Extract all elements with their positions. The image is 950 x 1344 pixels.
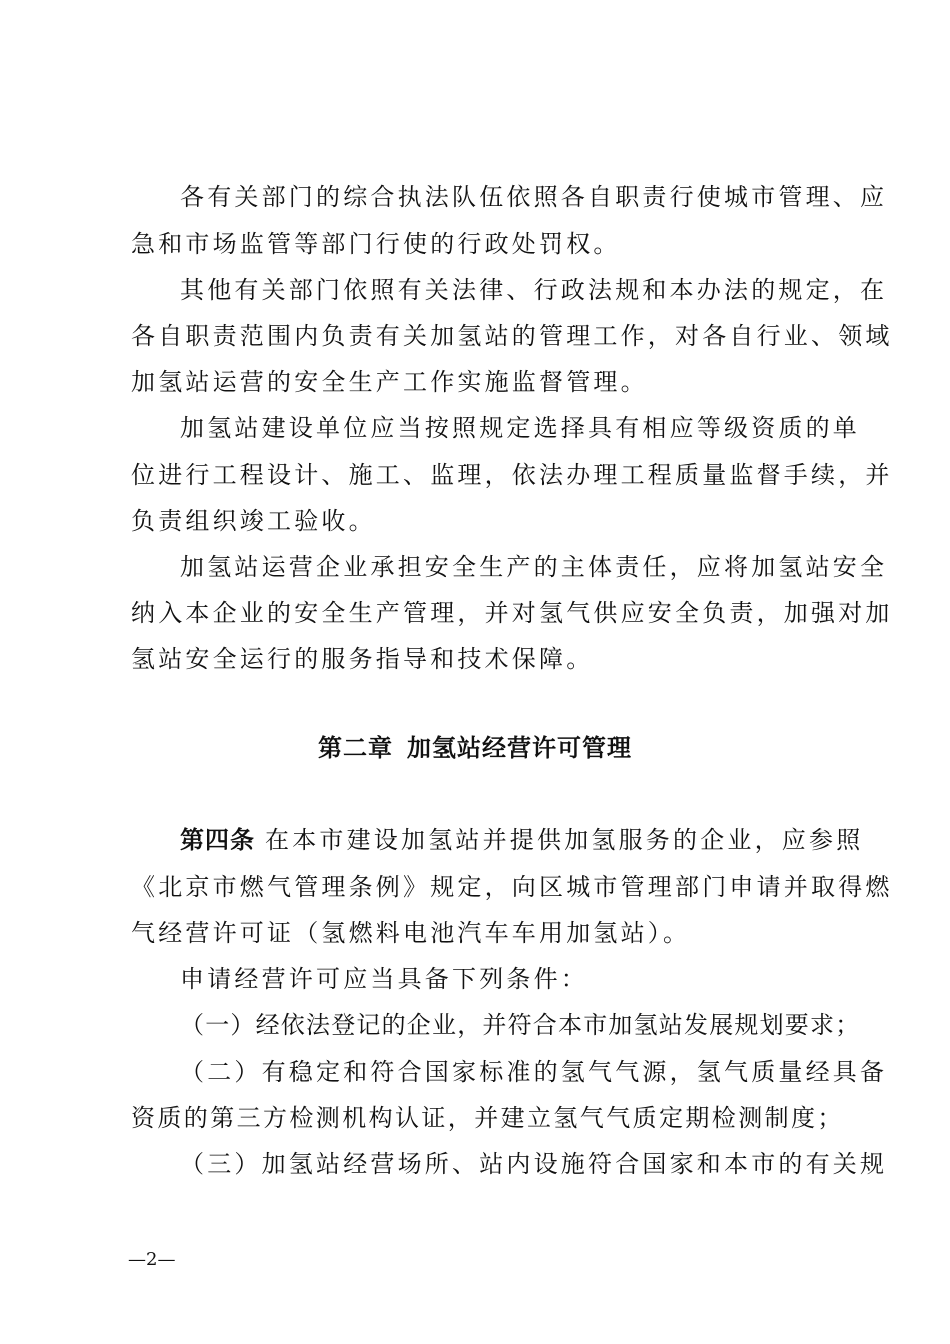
paragraph-line: 负责组织竣工验收。 [131,507,376,535]
chapter-title: 加氢站经营许可管理 [407,734,632,762]
condition-item-3: （三）加氢站经营场所、站内设施符合国家和本市的有关规 [180,1150,888,1178]
article-label: 第四条 [180,826,255,854]
article-text: 在本市建设加氢站并提供加氢服务的企业，应参照 [265,826,864,854]
paragraph-line: 加氢站运营的安全生产工作实施监督管理。 [131,368,648,396]
chapter-number: 第二章 [318,734,393,762]
condition-item-1: （一）经依法登记的企业，并符合本市加氢站发展规划要求； [180,1011,861,1039]
paragraph-line: 其他有关部门依照有关法律、行政法规和本办法的规定，在 [180,276,888,304]
conditions-intro: 申请经营许可应当具备下列条件： [180,965,588,993]
condition-item-2: （二）有稳定和符合国家标准的氢气气源，氢气质量经具备 [180,1058,888,1086]
paragraph-line: 纳入本企业的安全生产管理，并对氢气供应安全负责，加强对加 [131,599,893,627]
paragraph-line: 各有关部门的综合执法队伍依照各自职责行使城市管理、应 [180,183,888,211]
article-line: 气经营许可证（氢燃料电池汽车车用加氢站）。 [131,919,691,947]
paragraph-line: 急和市场监管等部门行使的行政处罚权。 [131,230,621,258]
paragraph-line: 加氢站建设单位应当按照规定选择具有相应等级资质的单 [180,414,860,442]
paragraph-line: 加氢站运营企业承担安全生产的主体责任，应将加氢站安全 [180,553,888,581]
article-line: 《北京市燃气管理条例》规定，向区城市管理部门申请并取得燃 [131,873,893,901]
article-line [180,820,864,860]
paragraph-line: 位进行工程设计、施工、监理，依法办理工程质量监督手续，并 [131,461,893,489]
page-number: —2— [128,1249,176,1270]
condition-item-2-cont: 资质的第三方检测机构认证，并建立氢气气质定期检测制度； [131,1104,844,1132]
chapter-heading [0,728,950,768]
paragraph-line: 各自职责范围内负责有关加氢站的管理工作，对各自行业、领域 [131,322,893,350]
paragraph-line: 氢站安全运行的服务指导和技术保障。 [131,645,594,673]
